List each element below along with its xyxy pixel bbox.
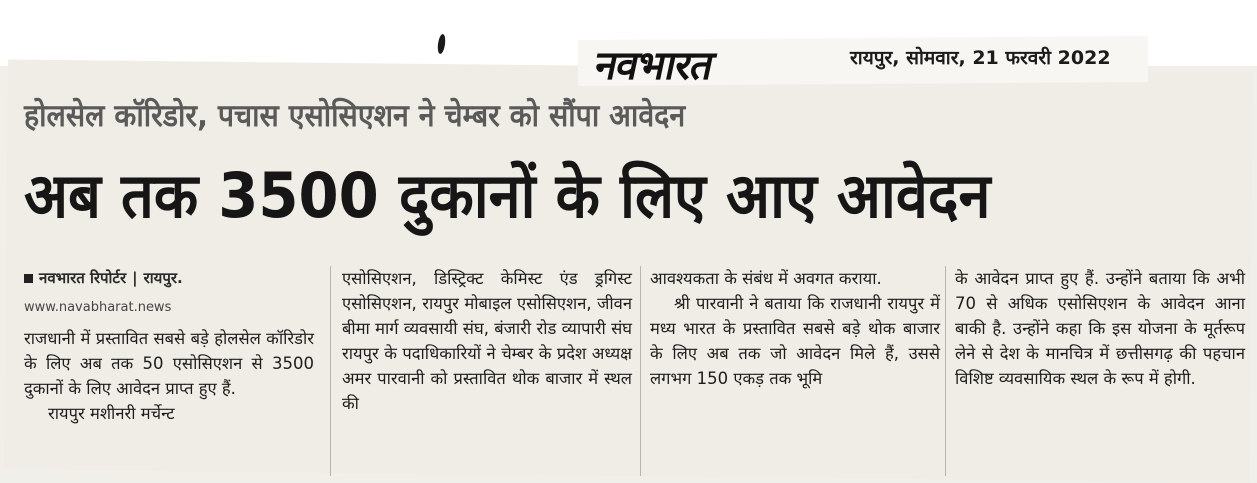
paragraph: राजधानी में प्रस्तावित सबसे बड़े होलसेल कॉरिडोर के लिए अब तक 50 एसोसिएशन से 3500 दुकानों के लिए आवेदन प्राप्त हुए हैं. (24, 329, 314, 398)
byline-location: रायपुर. (143, 269, 183, 287)
bullet-square-icon (24, 274, 33, 283)
byline-separator: | (132, 269, 138, 287)
byline (24, 266, 314, 291)
column-divider (330, 266, 331, 476)
dateline: रायपुर, सोमवार, 21 फरवरी 2022 (850, 47, 1111, 69)
article-column-2 (342, 266, 632, 416)
paragraph: रायपुर मशीनरी मर्चेन्ट (48, 404, 175, 423)
article-kicker: होलसेल कॉरिडोर, पचास एसोसिएशन ने चेम्बर को सौंपा आवेदन (24, 98, 686, 134)
website-link[interactable]: www.navabharat.news (24, 300, 172, 315)
paragraph: के आवेदन प्राप्त हुए हैं. उन्होंने बताया कि अभी 70 से अधिक एसोसिएशन के आवेदन आना बाकी है. उन्होंने कहा कि इस योजना के मूर्तरूप लेने से देश के मानचित्र में छत्तीसगढ़ की पहचान विशिष्ट व्यवसायिक स्थल के रूप में होगी. (955, 269, 1245, 388)
newspaper-logo: नवभारत (590, 43, 718, 89)
paragraph: आवश्यकता के संबंध में अवगत कराया. (650, 269, 882, 288)
paragraph: श्री पारवानी ने बताया कि राजधानी रायपुर में मध्य भारत के प्रस्तावित सबसे बड़े थोक बाजार के लिए अब तक जो आवेदन मिले हैं, उससे लगभग 150 एकड़ तक भूमि (650, 294, 940, 388)
paragraph: एसोसिएशन, डिस्ट्रिक्ट केमिस्ट एंड ड्रगिस्ट एसोसिएशन, रायपुर मोबाइल एसोसिएशन, जीवन बीमा मार्ग व्यवसायी संघ, बंजारी रोड व्यापारी संघ रायपुर के पदाधिकारियों ने चेम्बर के प्रदेश अध्यक्ष अमर पारवानी को प्रस्तावित थोक बाजार में स्थल की (342, 269, 632, 413)
article-column-4 (955, 266, 1245, 391)
column-divider (945, 266, 946, 476)
article-headline: अब तक 3500 दुकानों के लिए आए आवेदन (24, 159, 991, 232)
article-column-1 (24, 266, 314, 426)
byline-reporter: नवभारत रिपोर्टर (39, 269, 127, 287)
column-divider (640, 266, 641, 476)
article-column-3 (650, 266, 940, 391)
